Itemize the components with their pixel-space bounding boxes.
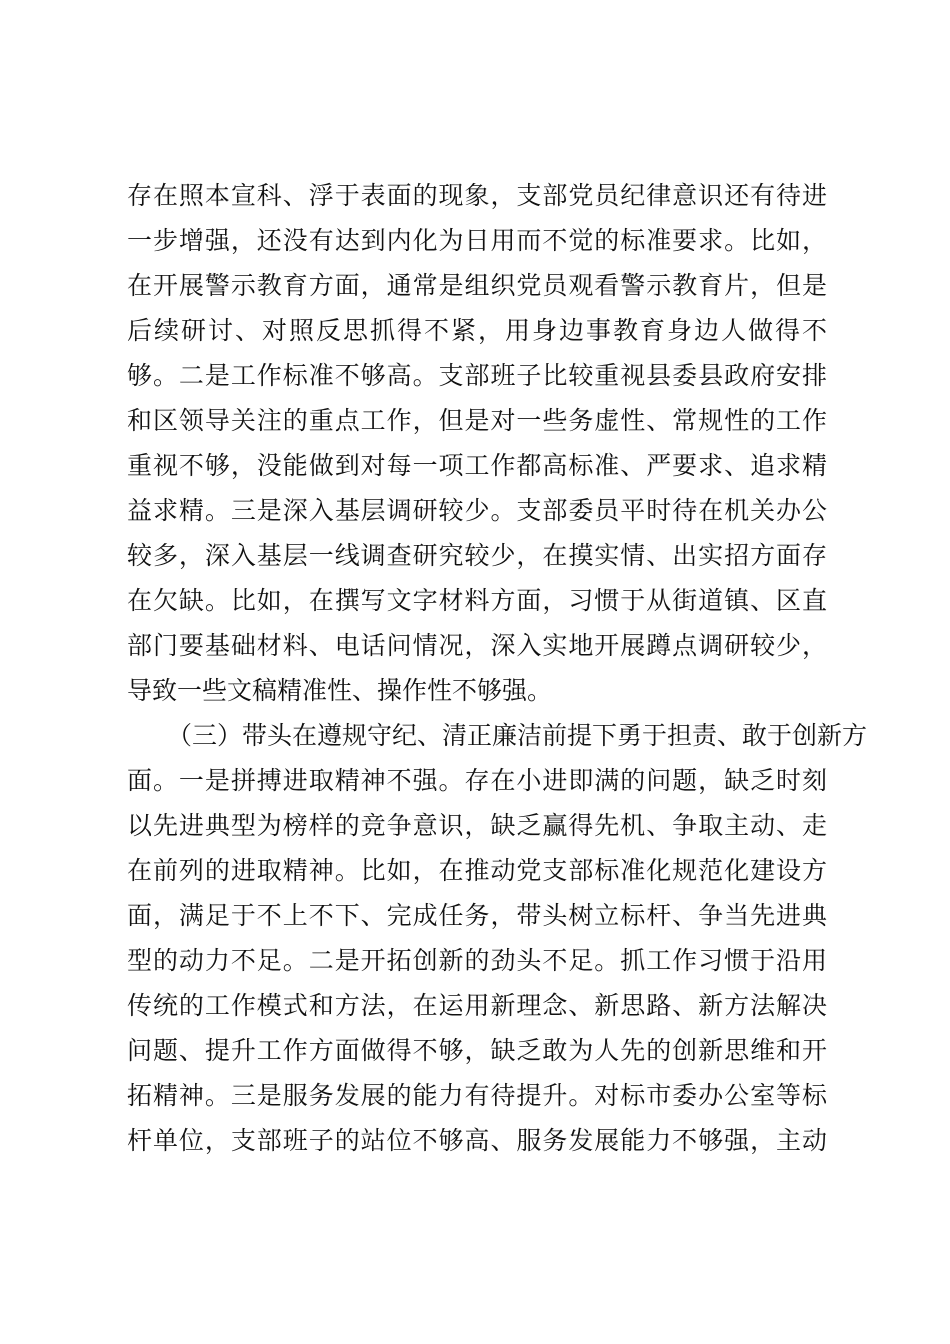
text-line: 型的动力不足。二是开拓创新的劲头不足。抓工作习惯于沿用	[127, 946, 827, 975]
text-line: 部门要基础材料、电话问情况，深入实地开展蹲点调研较少，	[127, 631, 827, 660]
paragraph-1	[127, 173, 827, 713]
text-line: 存在照本宣科、浮于表面的现象，支部党员纪律意识还有待进	[127, 181, 827, 210]
text-line: 在欠缺。比如，在撰写文字材料方面，习惯于从街道镇、区直	[127, 586, 827, 615]
text-line: 以先进典型为榜样的竞争意识，缺乏赢得先机、争取主动、走	[127, 811, 827, 840]
text-line: 导致一些文稿精准性、操作性不够强。	[127, 676, 553, 705]
text-line: 重视不够，没能做到对每一项工作都高标准、严要求、追求精	[127, 451, 827, 480]
text-line: 传统的工作模式和方法，在运用新理念、新思路、新方法解决	[127, 991, 827, 1020]
text-line: 面。一是拼搏进取精神不强。存在小进即满的问题，缺乏时刻	[127, 766, 827, 795]
text-line: 后续研讨、对照反思抓得不紧，用身边事教育身边人做得不	[127, 316, 827, 345]
text-line: 在开展警示教育方面，通常是组织党员观看警示教育片，但是	[127, 271, 827, 300]
text-line: 问题、提升工作方面做得不够，缺乏敢为人先的创新思维和开	[127, 1036, 827, 1065]
document-body	[127, 173, 868, 1163]
text-line: 和区领导关注的重点工作，但是对一些务虚性、常规性的工作	[127, 406, 827, 435]
text-line: 在前列的进取精神。比如，在推动党支部标准化规范化建设方	[127, 856, 827, 885]
text-line: 一步增强，还没有达到内化为日用而不觉的标准要求。比如，	[127, 226, 827, 255]
text-line: 较多，深入基层一线调查研究较少，在摸实情、出实招方面存	[127, 541, 827, 570]
text-line: 面，满足于不上不下、完成任务，带头树立标杆、争当先进典	[127, 901, 827, 930]
text-line: 够。二是工作标准不够高。支部班子比较重视县委县政府安排	[127, 361, 827, 390]
text-line: 杆单位，支部班子的站位不够高、服务发展能力不够强，主动	[127, 1126, 827, 1155]
paragraph-2	[127, 713, 868, 1163]
text-line: （三）带头在遵规守纪、清正廉洁前提下勇于担责、敢于创新方	[167, 721, 868, 750]
text-line: 拓精神。三是服务发展的能力有待提升。对标市委办公室等标	[127, 1081, 827, 1110]
text-line: 益求精。三是深入基层调研较少。支部委员平时待在机关办公	[127, 496, 827, 525]
